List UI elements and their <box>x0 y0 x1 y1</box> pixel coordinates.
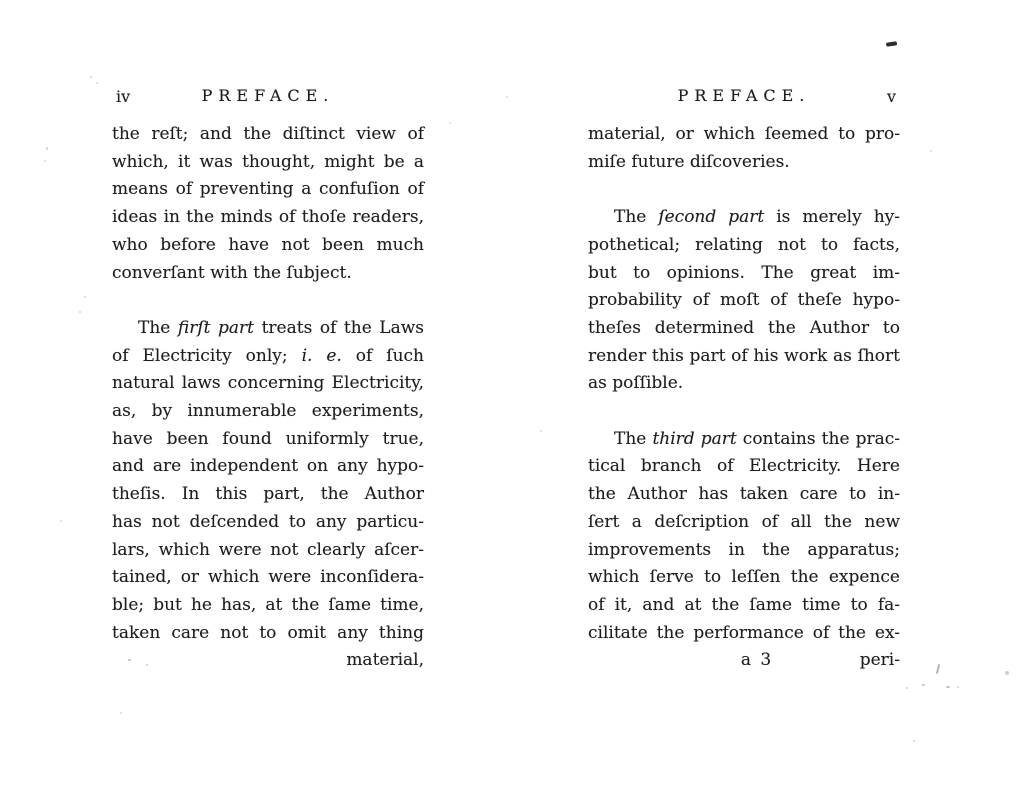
paragraph <box>112 315 424 675</box>
text-segment: who before have not been much <box>112 234 424 255</box>
signature-mark: a 3 <box>740 650 774 671</box>
text-segment: cilitate the performance of the ex- <box>588 622 900 643</box>
text-line <box>588 232 900 260</box>
italic-text-segment: firſt part <box>177 317 255 338</box>
text-line <box>112 509 424 537</box>
text-segment: theſes determined the Author to <box>588 317 900 338</box>
scan-speck <box>146 664 148 666</box>
scan-speck <box>46 147 48 150</box>
text-line <box>588 315 900 343</box>
paragraph <box>112 121 424 287</box>
text-line <box>112 204 424 232</box>
left-page-header <box>112 86 424 108</box>
text-segment: render this part of his work as ſhort <box>588 345 900 366</box>
left-page-body <box>112 121 424 675</box>
text-segment: The <box>614 428 653 449</box>
text-line <box>112 370 424 398</box>
text-segment: as poſſible. <box>588 373 684 394</box>
text-segment: The <box>614 207 659 228</box>
text-segment: lars, which were not clearly aſcer- <box>112 539 424 560</box>
text-segment: means of preventing a confuſion of <box>112 179 424 200</box>
text-segment: treats of the Laws <box>254 317 424 338</box>
text-line <box>588 481 900 509</box>
scan-speck <box>120 712 122 714</box>
right-page-number: v <box>886 87 896 106</box>
text-segment: probability of moſt of theſe hypo- <box>588 290 900 311</box>
text-line <box>588 121 900 149</box>
text-segment: ſert a deſcription of all the new <box>588 511 900 532</box>
text-line <box>112 121 424 149</box>
text-line <box>112 315 424 343</box>
text-line <box>588 370 900 398</box>
text-segment: natural laws concerning Electricity, <box>112 373 424 394</box>
text-line <box>588 537 900 565</box>
text-segment: and are independent on any hypo- <box>112 456 424 477</box>
scan-speck <box>540 430 542 432</box>
text-line <box>112 620 424 648</box>
right-page-header <box>588 86 900 108</box>
text-line <box>588 453 900 481</box>
right-page-body <box>588 121 900 675</box>
signature-line <box>588 647 900 675</box>
text-line <box>112 232 424 260</box>
left-page-number: iv <box>116 87 131 106</box>
text-segment: of ſuch <box>341 345 424 366</box>
scan-speck <box>913 740 915 742</box>
text-segment: contains the prac- <box>736 428 900 449</box>
scan-speck <box>449 122 451 124</box>
text-segment: taken care not to omit any thing <box>112 622 424 643</box>
text-line <box>112 260 424 288</box>
text-segment: is merely hy- <box>764 207 900 228</box>
scan-speck <box>128 659 131 661</box>
scan-speck <box>84 296 86 298</box>
text-line <box>588 426 900 454</box>
scan-speck <box>930 150 932 152</box>
text-segment: tained, or which were inconſidera- <box>112 567 424 588</box>
scan-speck <box>957 686 959 688</box>
text-segment: miſe future diſcoveries. <box>588 151 790 172</box>
text-line <box>588 149 900 177</box>
scan-speck <box>1005 671 1009 675</box>
text-segment: but to opinions. The great im- <box>588 262 900 283</box>
text-segment: converſant with the ſubject. <box>112 262 352 283</box>
text-line <box>588 260 900 288</box>
text-segment: of Electricity only; <box>112 345 302 366</box>
text-line <box>588 620 900 648</box>
scan-speck <box>946 686 950 688</box>
text-segment: material, <box>346 650 424 671</box>
scan-speck <box>506 96 508 98</box>
text-line <box>112 176 424 204</box>
text-segment: improvements in the apparatus; <box>588 539 900 560</box>
text-line <box>112 426 424 454</box>
text-line <box>588 564 900 592</box>
catchword: peri- <box>859 650 900 671</box>
paragraph <box>588 204 900 398</box>
italic-text-segment: i. e. <box>301 345 342 366</box>
right-running-title: PREFACE. <box>677 86 811 105</box>
ink-dash-artifact <box>886 41 897 46</box>
text-segment: The <box>138 317 178 338</box>
text-line <box>112 398 424 426</box>
text-line <box>112 481 424 509</box>
left-running-title: PREFACE. <box>201 86 335 105</box>
text-segment: the reſt; and the diſtinct view of <box>112 124 424 144</box>
paragraph <box>588 121 900 176</box>
text-line <box>588 509 900 537</box>
text-line <box>112 564 424 592</box>
text-segment: tical branch of Electricity. Here <box>588 456 900 477</box>
text-line <box>588 287 900 315</box>
paragraph <box>588 426 900 675</box>
text-line <box>112 537 424 565</box>
text-line <box>588 204 900 232</box>
text-line <box>112 149 424 177</box>
text-line <box>112 343 424 371</box>
text-segment: have been found uniformly true, <box>112 428 424 449</box>
text-segment: ideas in the minds of thoſe readers, <box>112 207 424 228</box>
text-segment: of it, and at the ſame time to fa- <box>588 594 900 615</box>
left-page <box>112 86 424 675</box>
text-segment: theſis. In this part, the Author <box>112 484 424 505</box>
scan-speck <box>44 160 46 162</box>
scan-speck <box>922 684 925 686</box>
italic-text-segment: third part <box>652 428 737 449</box>
italic-text-segment: ſecond part <box>658 207 765 228</box>
text-segment: as, by innumerable experiments, <box>112 401 424 422</box>
text-segment: has not deſcended to any particu- <box>112 511 424 532</box>
text-line <box>112 647 424 675</box>
text-segment: material, or which ſeemed to pro- <box>588 124 900 144</box>
text-segment: which, it was thought, might be a <box>112 151 424 172</box>
scan-speck <box>60 520 62 522</box>
text-segment: the Author has taken care to in- <box>588 484 900 505</box>
scan-speck <box>79 311 81 313</box>
text-line <box>588 343 900 371</box>
text-line <box>112 453 424 481</box>
scan-speck <box>96 82 98 84</box>
text-segment: pothetical; relating not to facts, <box>588 234 900 255</box>
scan-speck <box>906 687 908 689</box>
scan-speck <box>936 664 940 674</box>
right-page <box>588 86 900 675</box>
text-segment: which ſerve to leſſen the expence <box>588 567 900 588</box>
text-line <box>112 592 424 620</box>
text-line <box>588 592 900 620</box>
text-segment: ble; but he has, at the ſame time, <box>112 594 424 615</box>
scan-speck <box>90 76 92 78</box>
